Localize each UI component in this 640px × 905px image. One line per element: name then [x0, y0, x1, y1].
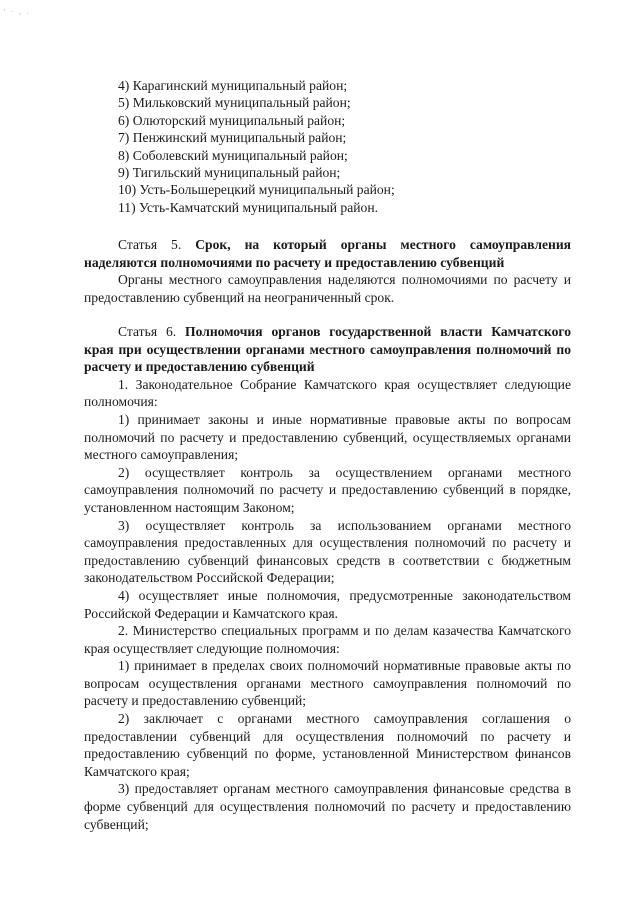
- article-5-heading: [84, 236, 571, 271]
- paragraph: 2. Министерство специальных программ и по делам казачества Камчатского края осуществляет следующие полномочия:: [84, 623, 571, 656]
- article-5-label: Статья 5.: [118, 237, 196, 252]
- article-6-heading: [84, 323, 571, 376]
- paragraph: 3) предоставляет органам местного самоуправления финансовые средства в форме субвенций для осуществления полномочий по расчету и предоставлению субвенций;: [84, 781, 571, 832]
- list-item: 8) Соболевский муниципальный район;: [118, 147, 348, 163]
- paragraph: 3) осуществляет контроль за использованием органами местного самоуправления предоставленных для осуществления полномочий по расчету и предоставлению субвенций финансовых средств в соответствии с бюджетным законодательством Российской Федерации;: [84, 517, 571, 586]
- list-item: 6) Олюторский муниципальный район;: [118, 112, 346, 128]
- article-5-title: Срок, на который органы местного самоуправления наделяются полномочиями по расчету и предоставлению субвенций: [84, 237, 572, 270]
- paragraph: 2) осуществляет контроль за осуществлением органами местного самоуправления полномочий по расчету и предоставлению субвенций в порядке, установленном настоящим Законом;: [84, 464, 571, 515]
- article-6-label: Статья 6.: [118, 324, 186, 339]
- list-item: 5) Мильковский муниципальный район;: [118, 95, 351, 111]
- article-6-title: Полномочия органов государственной власти Камчатского края при осуществлении органами местного самоуправления полномочий по расчету и предоставлению субвенций: [84, 324, 572, 375]
- district-list: [118, 77, 578, 216]
- paragraph: 2) заключает с органами местного самоуправления соглашения о предоставлении субвенций для осуществления полномочий по расчету и предоставлению субвенций по форме, установленной Министерством финансов Камчатского края;: [84, 711, 571, 779]
- list-item: 10) Усть-Большерецкий муниципальный район;: [118, 182, 395, 198]
- paragraph: 1) принимает в пределах своих полномочий нормативные правовые акты по вопросам осуществления органами местного самоуправления полномочий по расчету и предоставлению субвенций;: [84, 658, 571, 709]
- list-item: 11) Усть-Камчатский муниципальный район.: [118, 199, 379, 215]
- list-item: 7) Пенжинский муниципальный район;: [118, 130, 347, 146]
- paragraph: 1. Законодательное Собрание Камчатского края осуществляет следующие полномочия:: [84, 376, 571, 410]
- list-item: 9) Тигильский муниципальный район;: [118, 165, 341, 181]
- scan-mark: ' · , .: [4, 8, 31, 16]
- list-item: 4) Карагинский муниципальный район;: [118, 78, 348, 93]
- article-5: [84, 236, 571, 306]
- paragraph: 1) принимает законы и иные нормативные правовые акты по вопросам полномочий по расчету и предоставлению субвенций, осуществляемых органами местного самоуправления;: [84, 411, 571, 463]
- paragraph: 4) осуществляет иные полномочия, предусмотренные законодательством Российской Федерации и Камчатского края.: [84, 587, 571, 621]
- article-5-body: Органы местного самоуправления наделяются полномочиями по расчету и предоставлению субвенций на неограниченный срок.: [84, 272, 571, 305]
- article-6: [84, 323, 571, 833]
